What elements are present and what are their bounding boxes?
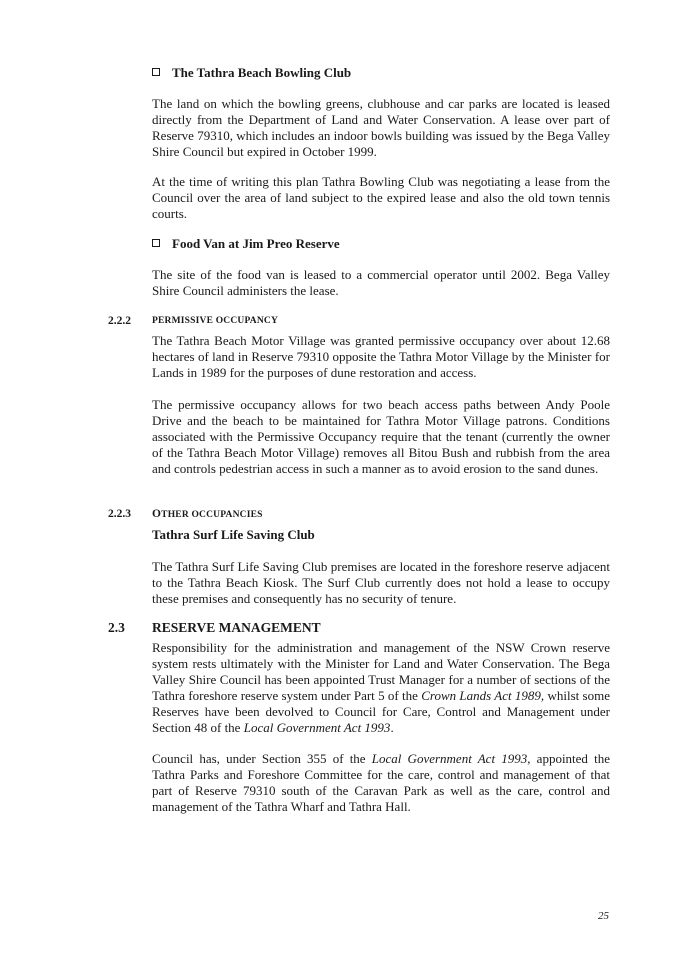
page-number: 25 — [598, 910, 609, 922]
section-title-reserve-management: RESERVE MANAGEMENT — [152, 620, 321, 635]
permissive-paragraph-1: The Tathra Beach Motor Village was granted permissive occupancy over about 12.68 hectares of land in Reserve 79310 opposite the Tathra Motor Village by the Minister for Lands in 1989 for the purposes of dune restoration and access. — [152, 333, 610, 380]
bowling-paragraph-1: The land on which the bowling greens, clubhouse and car parks are located is leased directly from the Department of Land and Water Conservation. A lease over part of Reserve 79310, which includes an indoor bowls building was issued by the Bega Valley Shire Council but expired in October 1999. — [152, 96, 610, 159]
section-number-2-2-3: 2.2.3 — [108, 508, 131, 520]
food-van-heading: Food Van at Jim Preo Reserve — [152, 236, 340, 252]
checkbox-bullet-icon — [152, 239, 160, 247]
surf-club-paragraph: The Tathra Surf Life Saving Club premises are located in the foreshore reserve adjacent to the Tathra Beach Kiosk. The Surf Club currently does not hold a lease to occupy these premises and consequently has no security of tenure. — [152, 559, 610, 606]
surf-club-heading: Tathra Surf Life Saving Club — [152, 527, 315, 542]
bowling-paragraph-2: At the time of writing this plan Tathra Bowling Club was negotiating a lease from the Council over the area of land subject to the expired lease and also the old town tennis courts. — [152, 174, 610, 221]
section-title-permissive-occupancy: PERMISSIVE OCCUPANCY — [152, 316, 279, 326]
reserve-management-paragraph-1: Responsibility for the administration and management of the NSW Crown reserve system rests ultimately with the Minister for Land and Water Conservation. The Bega Valley Shire Council has been appointed Trust Manager for a number of sections of the Tathra foreshore reserve system under Part 5 of the Crown Lands Act 1989, whilst some Reserves have been devolved to Council for Care, Control and Management under Section 48 of the Local Government Act 1993. — [152, 640, 610, 735]
reserve-management-paragraph-2: Council has, under Section 355 of the Local Government Act 1993, appointed the Tathra Parks and Foreshore Committee for the care, control and management of that part of Reserve 79310 south of the Caravan Park as well as the care, control and management of the Tathra Wharf and Tathra Hall. — [152, 751, 610, 814]
section-title-other-occupancies: OTHER OCCUPANCIES — [152, 508, 263, 520]
section-number-2-3: 2.3 — [108, 620, 125, 635]
food-van-paragraph: The site of the food van is leased to a commercial operator until 2002. Bega Valley Shire Council administers the lease. — [152, 267, 610, 298]
bowling-club-heading: The Tathra Beach Bowling Club — [152, 65, 351, 81]
checkbox-bullet-icon — [152, 68, 160, 76]
permissive-paragraph-2: The permissive occupancy allows for two beach access paths between Andy Poole Drive and the beach to be maintained for Tathra Motor Village patrons. Conditions associated with the Permissive Occupancy require that the tenant (currently the owner of the Tathra Beach Motor Village) removes all Bitou Bush and rubbish from the area and controls pedestrian access in such a manner as to avoid erosion to the sand dunes. — [152, 397, 610, 476]
section-number-2-2-2: 2.2.2 — [108, 315, 131, 327]
